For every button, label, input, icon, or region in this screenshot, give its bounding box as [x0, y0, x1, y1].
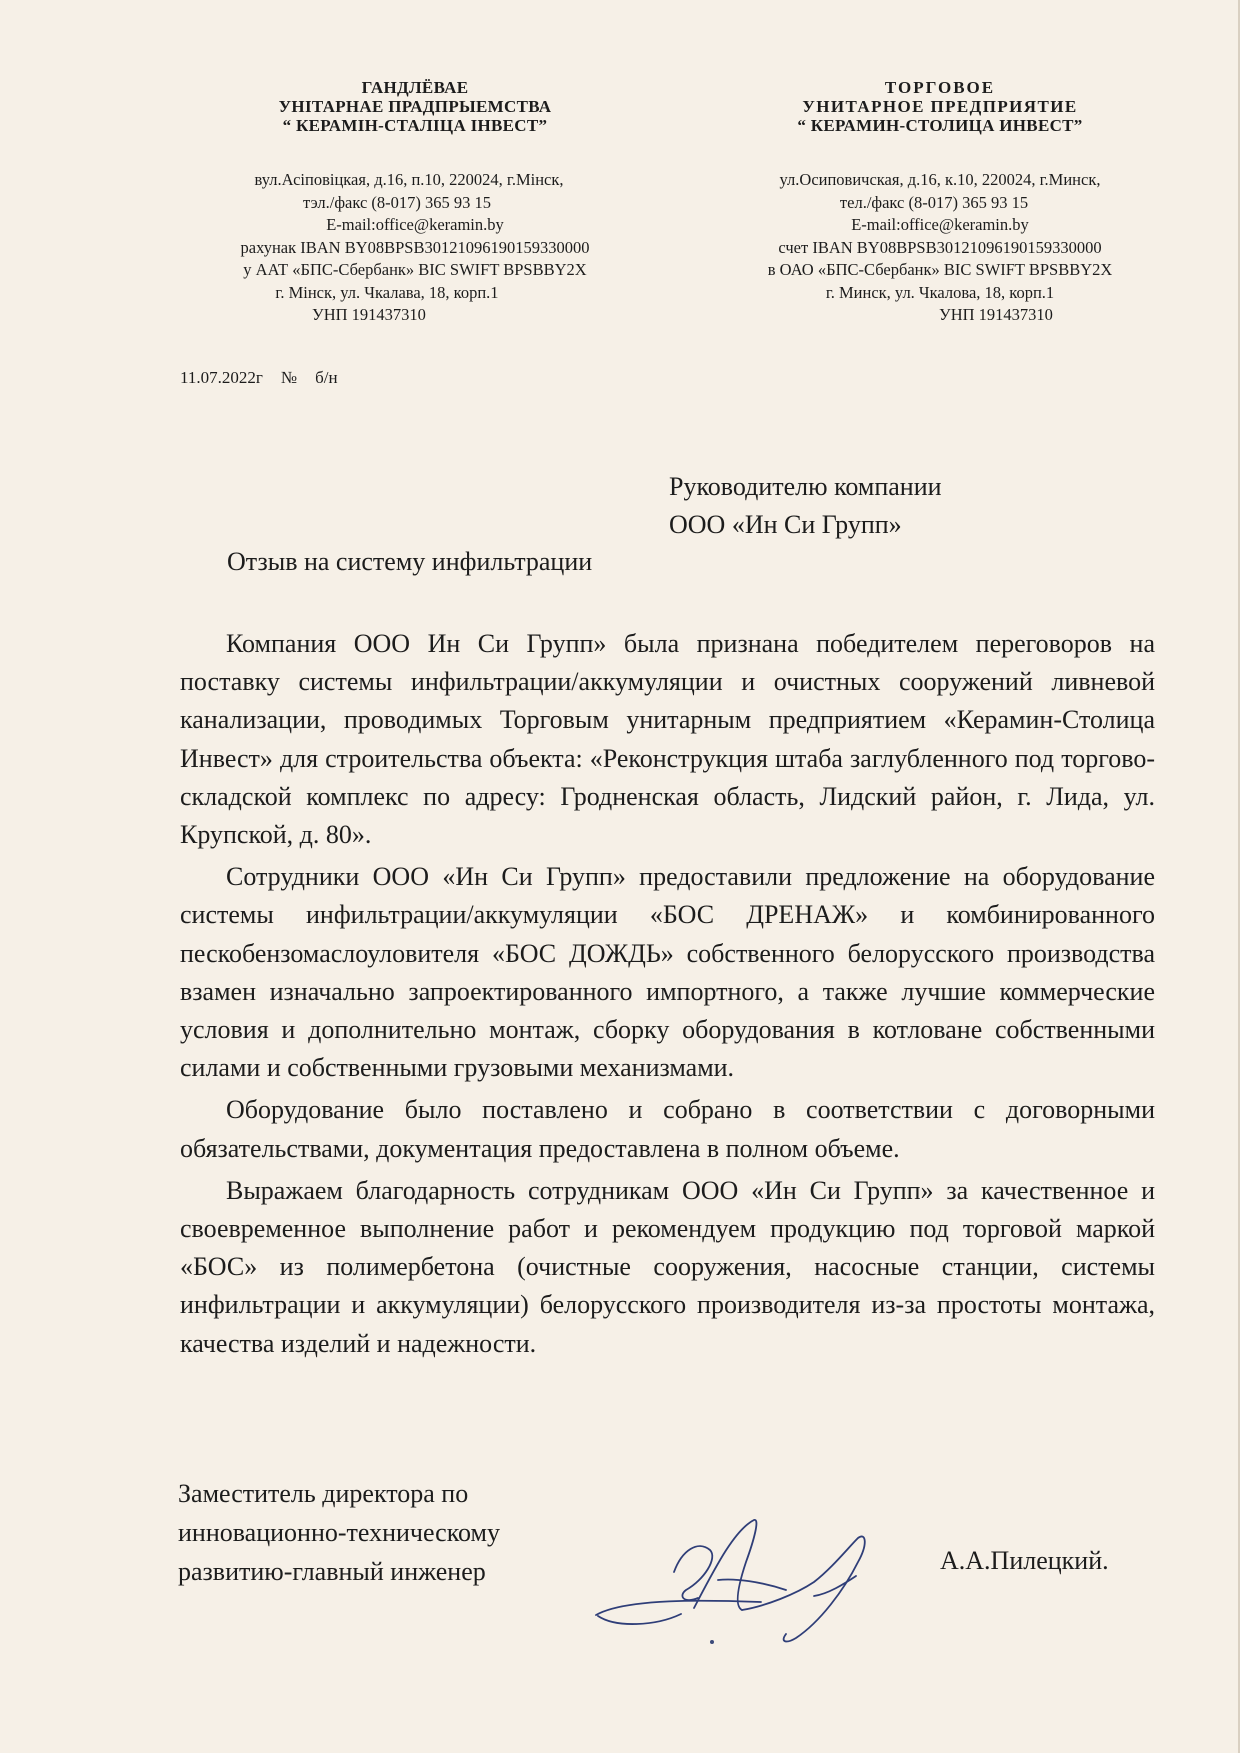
letterhead-russian [660, 78, 1220, 327]
letterhead-title-line: ТОРГОВОЕ [884, 78, 996, 97]
letterhead-title-line: УНИТАРНОЕ ПРЕДПРИЯТИЕ [802, 97, 1078, 116]
unp-line: УНП 191437310 [939, 305, 1053, 324]
bank-address-line: г. Мінск, ул. Чкалава, 18, корп.1 [275, 282, 499, 302]
handwritten-signature [586, 1510, 956, 1655]
letterhead-title [660, 78, 1220, 135]
addressee-line: ООО «Ин Си Групп» [669, 510, 902, 539]
letter-number: б/н [315, 368, 338, 387]
signer-position-line: Заместитель директора по [178, 1479, 469, 1508]
letter-date: 11.07.2022г [180, 368, 263, 387]
bank-account-line: рахунак IBAN BY08BPSB30121096190159330000 [240, 237, 590, 257]
letterhead-title-line: ГАНДЛЁВАЕ [361, 78, 469, 97]
body-paragraph: Выражаем благодарность сотрудникам ООО «Ин Си Групп» за качественное и своевременное выполнение работ и рекомендуем продукцию под торговой маркой «БОС» из полимербетона (очистные сооружения, насосные станции, системы инфильтрации и аккумуляции) белорусского производителя из-за простоты монтажа, качества изделий и надежности. [180, 1175, 1155, 1358]
body-paragraph: Оборудование было поставлено и собрано в соответствии с договорными обязательствами, документация предоставлена в полном объеме. [180, 1095, 1155, 1163]
email-line: E-mail:office@keramin.by [851, 215, 1029, 234]
email-line: E-mail:office@keramin.by [326, 215, 504, 234]
address-line: ул.Осиповичская, д.16, к.10, 220024, г.Минск, [779, 170, 1101, 189]
unp-line: УНП 191437310 [312, 305, 426, 324]
address-line: вул.Асіповіцкая, д.16, п.10, 220024, г.Мінск, [254, 170, 564, 189]
addressee-block [669, 468, 942, 544]
bank-name-line: у ААТ «БПС-Сбербанк» BIC SWIFT BPSBBY2X [243, 260, 587, 279]
signer-position-line: инновационно-техническому [178, 1518, 500, 1547]
phone-line: тел./факс (8-017) 365 93 15 [839, 192, 1029, 212]
letterhead-title [160, 78, 670, 135]
letter-subject: Отзыв на систему инфильтрации [227, 547, 593, 576]
letterhead-title-line: УНІТАРНАЕ ПРАДПРЫЕМСТВА [278, 97, 552, 116]
bank-account-line: счет IBAN BY08BPSB30121096190159330000 [778, 237, 1102, 257]
registration-line [180, 368, 356, 388]
letterhead-contacts [660, 169, 1220, 327]
letterhead-title-line: “ КЕРАМИН-СТОЛИЦА ИНВЕСТ” [797, 116, 1083, 135]
letterhead-belarusian [160, 78, 670, 327]
letterhead-title-line: “ КЕРАМІН-СТАЛІЦА ІНВЕСТ” [282, 116, 548, 135]
letter-body [180, 625, 1155, 1364]
bank-name-line: в ОАО «БПС-Сбербанк» BIC SWIFT BPSBBY2X [767, 260, 1113, 279]
letterhead-contacts [160, 169, 670, 327]
signer-name: А.А.Пилецкий. [940, 1546, 1109, 1575]
ink-dot [710, 1640, 714, 1644]
signer-position-line: развитию-главный инженер [178, 1557, 486, 1586]
number-sign: № [280, 368, 298, 387]
signer-position [178, 1474, 500, 1591]
body-paragraph: Компания ООО Ин Си Групп» была признана победителем переговоров на поставку системы инфильтрации/аккумуляции и очистных сооружений ливневой канализации, проводимых Торговым унитарным предприятием «Керамин-Столица Инвест» для строительства объекта: «Реконструкция штаба заглубленного под торгово-складской комплекс по адресу: Гродненская область, Лидский район, г. Лида, ул. Крупской, д. 80». [180, 629, 1155, 850]
addressee-line: Руководителю компании [669, 472, 942, 501]
bank-address-line: г. Минск, ул. Чкалова, 18, корп.1 [825, 282, 1055, 302]
body-paragraph: Сотрудники ООО «Ин Си Групп» предоставили предложение на оборудование системы инфильтрации/аккумуляции «БОС ДРЕНАЖ» и комбинированного пескобензомаслоуловителя «БОС ДОЖДЬ» собственного белорусского производства взамен изначально запроектированного импортного, а также лучшие коммерческие условия и дополнительно монтаж, сборку оборудования в котловане собственными силами и собственными грузовыми механизмами. [180, 862, 1155, 1083]
phone-line: тэл./факс (8-017) 365 93 15 [302, 192, 492, 212]
